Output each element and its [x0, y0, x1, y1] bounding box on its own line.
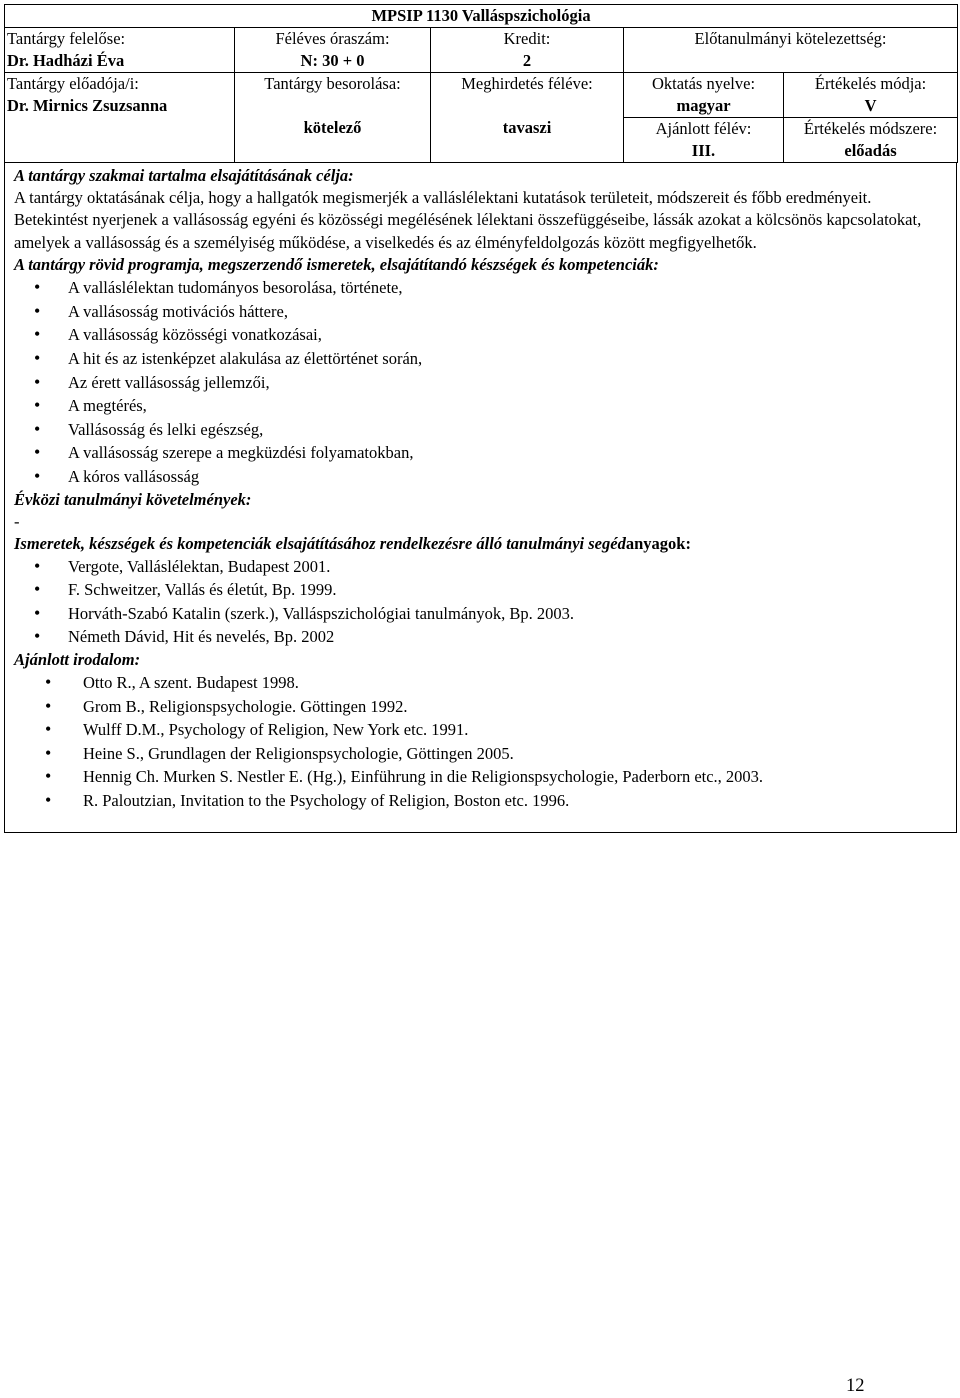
eval-type-label: Értékelés módja:: [814, 74, 927, 93]
lecturer-name: Dr. Mirnics Zsuzsanna: [7, 96, 168, 115]
requirements-heading: Évközi tanulmányi követelmények:: [14, 489, 252, 509]
list-item: • Wulff D.M., Psychology of Religion, New York etc. 1991.: [14, 718, 948, 742]
list-item: • Grom B., Religionspsychologie. Göttingen 1992.: [14, 695, 948, 719]
semester-label: Meghirdetés féléve:: [461, 74, 593, 93]
aim-text: A tantárgy oktatásának célja, hogy a hallgatók megismerjék a valláslélektani kutatások területeit, módszereit és főbb eredményeit. Betekintést nyerjenek a vallásosság egyéni és közösségi megélésének lélektani összefüggéseibe, lássák azokat a kölcsönös kapcsolatokat, amelyek a vallásosság és a személyiség működése, a viselkedés és az élményfeldolgozás között megfigyelhetők.: [14, 188, 922, 252]
course-header-table: [4, 4, 958, 163]
lecturer-cell: [5, 73, 235, 163]
materials-heading-italic: Ismeretek, készségek és kompetenciák elsajátításához rendelkezésre álló tanulmányi segéd: [14, 533, 626, 553]
literature-list: [14, 671, 948, 813]
list-item: • Az érett vallásosság jellemzői,: [14, 371, 948, 395]
list-item: • F. Schweitzer, Vallás és életút, Bp. 1999.: [14, 578, 948, 602]
classification-label: Tantárgy besorolása:: [264, 74, 401, 93]
eval-method-value: előadás: [844, 141, 897, 160]
eval-method-cell: [784, 118, 958, 163]
semester-value: tavaszi: [502, 118, 552, 137]
eval-type-value: V: [864, 96, 877, 115]
list-item: • A valláslélektan tudományos besorolása, története,: [14, 276, 948, 300]
prereq-label: Előtanulmányi kötelezettség:: [694, 29, 887, 48]
classification-value: kötelező: [303, 118, 362, 137]
semester-cell: [431, 73, 624, 163]
list-item: • A hit és az istenképzet alakulása az élettörténet során,: [14, 347, 948, 371]
recommended-semester-value: III.: [691, 141, 716, 160]
hours-value: N: 30 + 0: [300, 51, 365, 70]
hours-label: Féléves óraszám:: [275, 29, 390, 48]
list-item: • Vergote, Valláslélektan, Budapest 2001.: [14, 555, 948, 579]
language-value: magyar: [676, 96, 731, 115]
list-item: • Németh Dávid, Hit és nevelés, Bp. 2002: [14, 625, 948, 649]
list-item: • Otto R., A szent. Budapest 1998.: [14, 671, 948, 695]
recommended-semester-cell: [624, 118, 784, 163]
list-item: • A vallásosság közösségi vonatkozásai,: [14, 323, 948, 347]
recommended-semester-label: Ajánlott félév:: [655, 119, 752, 138]
responsible-name: Dr. Hadházi Éva: [7, 51, 125, 70]
materials-heading-plain: anyagok:: [625, 533, 691, 553]
lecturer-label: Tantárgy előadója/i:: [7, 74, 139, 93]
list-item: • Vallásosság és lelki egészség,: [14, 418, 948, 442]
materials-list: [14, 555, 948, 649]
eval-type-cell: [784, 73, 958, 118]
language-label: Oktatás nyelve:: [651, 74, 756, 93]
responsible-label: Tantárgy felelőse:: [7, 29, 126, 48]
requirements-value: -: [14, 511, 20, 531]
language-cell: [624, 73, 784, 118]
page-number: 12: [846, 1376, 865, 1396]
list-item: • R. Paloutzian, Invitation to the Psychology of Religion, Boston etc. 1996.: [14, 789, 948, 813]
eval-method-label: Értékelés módszere:: [803, 119, 938, 138]
credit-value: 2: [522, 51, 532, 70]
course-sheet: [4, 4, 957, 833]
program-heading: A tantárgy rövid programja, megszerzendő ismeretek, elsajátítandó készségek és kompetenciák:: [14, 255, 659, 275]
classification-cell: [235, 73, 431, 163]
literature-heading: Ajánlott irodalom:: [14, 649, 141, 669]
list-item: • A megtérés,: [14, 394, 948, 418]
list-item: • Heine S., Grundlagen der Religionspsychologie, Göttingen 2005.: [14, 742, 948, 766]
credit-label: Kredit:: [503, 29, 551, 48]
list-item: • Hennig Ch. Murken S. Nestler E. (Hg.), Einführung in die Religionspsychologie, Paderborn etc., 2003.: [14, 765, 948, 789]
list-item: • Horváth-Szabó Katalin (szerk.), Valláspszichológiai tanulmányok, Bp. 2003.: [14, 602, 948, 626]
credit-cell: [431, 28, 624, 73]
aim-heading: A tantárgy szakmai tartalma elsajátításának célja:: [14, 166, 354, 185]
course-content: [4, 163, 957, 833]
responsible-cell: [5, 28, 235, 73]
materials-heading: [14, 533, 948, 555]
hours-cell: [235, 28, 431, 73]
prereq-cell: [624, 28, 958, 73]
course-title: MPSIP 1130 Valláspszichológia: [5, 5, 958, 28]
list-item: • A vallásosság szerepe a megküzdési folyamatokban,: [14, 441, 948, 465]
program-list: [14, 276, 948, 488]
list-item: • A kóros vallásosság: [14, 465, 948, 489]
list-item: • A vallásosság motivációs háttere,: [14, 300, 948, 324]
